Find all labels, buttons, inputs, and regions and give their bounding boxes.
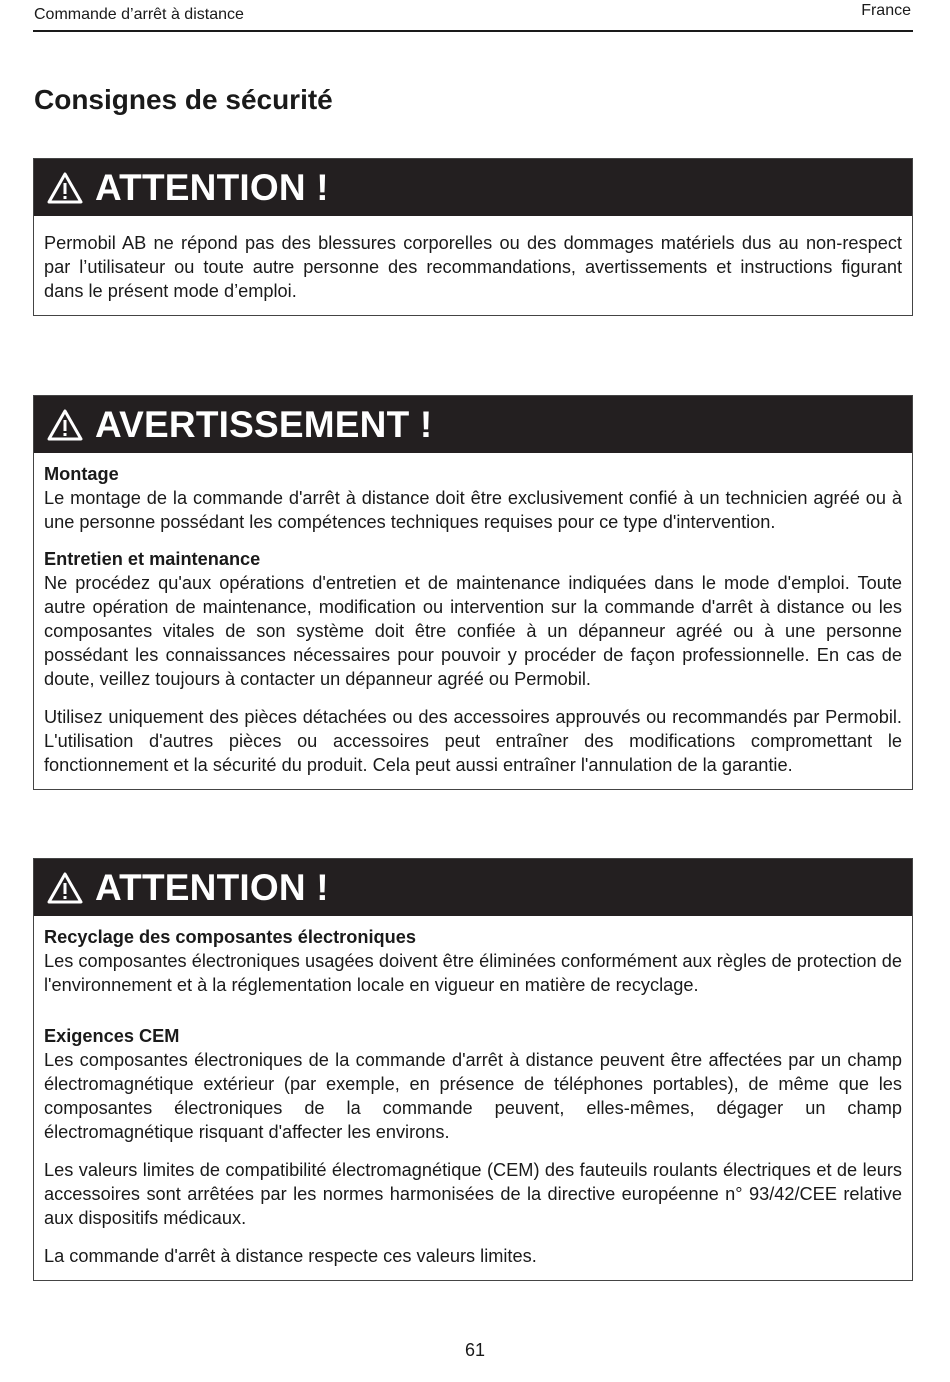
page-number: 61 <box>464 1340 486 1360</box>
warning-triangle-icon <box>47 172 83 204</box>
montage-subtitle: Montage <box>44 464 119 484</box>
maintenance-subtitle: Entretien et maintenance <box>44 549 261 569</box>
header-document-title: Commande d’arrêt à distance <box>34 6 244 23</box>
box-header <box>34 396 912 453</box>
page-title: Consignes de sécurité <box>34 84 333 115</box>
liability-paragraph: Permobil AB ne répond pas des blessures corporelles ou des dommages matériels dus au non-respect par l’utilisateur ou toute autre personne des recommandations, avertissements et instructions figurant dans le présent mode d’emploi. <box>44 233 902 301</box>
compliance-paragraph: La commande d'arrêt à distance respecte ces valeurs limites. <box>44 1246 537 1266</box>
box-heading: AVERTISSEMENT ! <box>95 403 433 445</box>
maintenance-paragraph: Ne procédez qu'aux opérations d'entretien et de maintenance indiquées dans le mode d'emploi. Toute autre opération de maintenance, modification ou intervention sur la commande d'arrêt à distance ou les composantes vitales de son système doit être confiée à un dépanneur agréé ou à une personne possédant les connaissances nécessaires pour pouvoir y procéder de façon professionnelle. En cas de doute, veillez toujours à contacter un dépanneur agréé ou Permobil. <box>44 573 902 689</box>
header-language: France <box>861 2 911 19</box>
warning-triangle-icon <box>47 872 83 904</box>
spare-parts-paragraph: Utilisez uniquement des pièces détachées ou des accessoires approuvés ou recommandés par Permobil. L'utilisation d'autres pièces ou accessoires peut entraîner des modifications compromettant le fonctionnement et la sécurité du produit. Cela peut aussi entraîner l'annulation de la garantie. <box>44 707 902 775</box>
emc-limits-paragraph: Les valeurs limites de compatibilité électromagnétique (CEM) des fauteuils roulants électriques et de leurs accessoires sont arrêtées par les normes harmonisées de la directive européenne n° 93/42/CEE relative aux dispositifs médicaux. <box>44 1160 902 1228</box>
attention-box-electronics <box>33 858 913 1281</box>
attention-box-liability <box>33 158 913 316</box>
recycling-subtitle: Recyclage des composantes électroniques <box>44 927 416 947</box>
warning-triangle-icon <box>47 409 83 441</box>
box-heading: ATTENTION ! <box>95 866 329 908</box>
warning-box-maintenance <box>33 395 913 790</box>
box-body <box>34 216 912 315</box>
box-header <box>34 859 912 916</box>
box-heading: ATTENTION ! <box>95 166 329 208</box>
recycling-paragraph: Les composantes électroniques usagées doivent être éliminées conformément aux règles de protection de l'environnement et à la réglementation locale en vigueur en matière de recyclage. <box>44 951 902 995</box>
box-body <box>34 916 912 1280</box>
box-body <box>34 453 912 789</box>
emc-subtitle: Exigences CEM <box>44 1026 180 1046</box>
montage-paragraph: Le montage de la commande d'arrêt à distance doit être exclusivement confié à un technicien agréé ou à une personne possédant les compétences techniques requises pour ce type d'intervention. <box>44 488 902 532</box>
emc-paragraph: Les composantes électroniques de la commande d'arrêt à distance peuvent être affectées par un champ électromagnétique extérieur (par exemple, en présence de téléphones portables), de même que les composantes électroniques de la commande peuvent, elles-mêmes, dégager un champ électromagnétique risquant d'affecter les environs. <box>44 1050 902 1142</box>
page-header <box>33 0 913 32</box>
box-header <box>34 159 912 216</box>
